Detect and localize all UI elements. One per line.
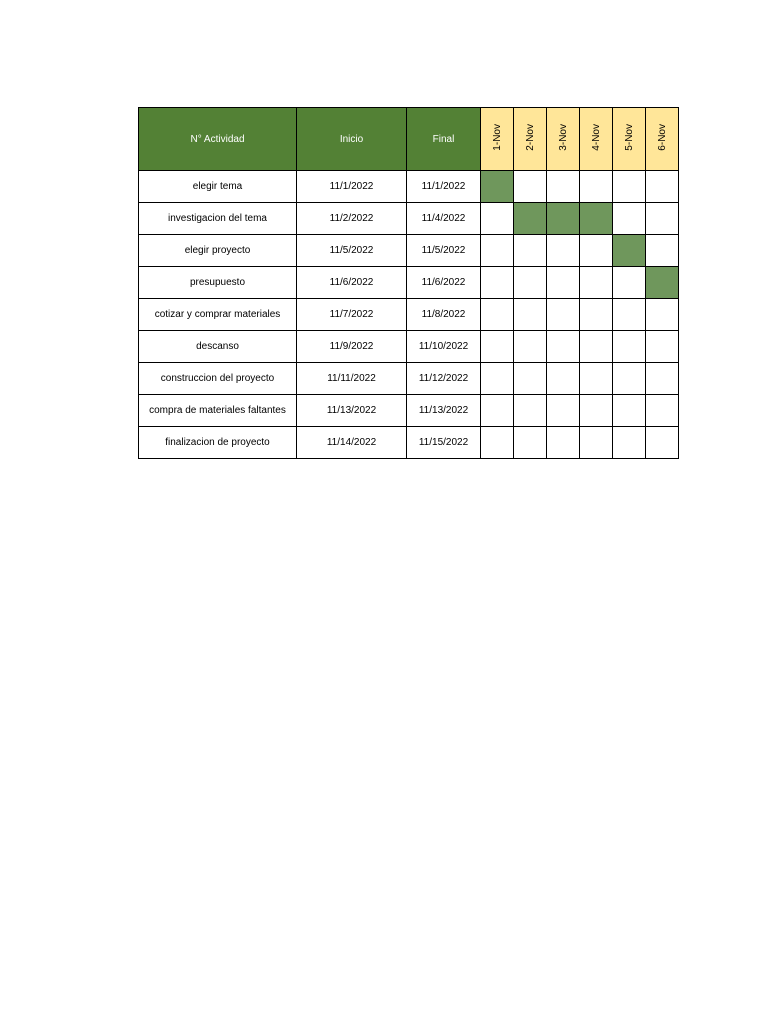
gantt-empty-cell <box>514 363 547 395</box>
gantt-empty-cell <box>481 395 514 427</box>
end-date-cell: 11/12/2022 <box>407 363 481 395</box>
header-day-label: 1-Nov <box>491 124 503 151</box>
gantt-empty-cell <box>580 171 613 203</box>
end-date-cell: 11/10/2022 <box>407 331 481 363</box>
header-day-label: 6-Nov <box>656 124 668 151</box>
gantt-empty-cell <box>613 427 646 459</box>
header-day <box>646 108 679 171</box>
gantt-empty-cell <box>481 203 514 235</box>
gantt-empty-cell <box>547 171 580 203</box>
header-activity: N° Actividad <box>139 108 297 171</box>
gantt-empty-cell <box>481 427 514 459</box>
gantt-empty-cell <box>547 427 580 459</box>
header-day-label: 4-Nov <box>590 124 602 151</box>
table-row <box>139 203 679 235</box>
gantt-empty-cell <box>613 171 646 203</box>
gantt-empty-cell <box>580 267 613 299</box>
gantt-bar-cell <box>481 171 514 203</box>
gantt-empty-cell <box>481 363 514 395</box>
header-day <box>514 108 547 171</box>
gantt-empty-cell <box>613 267 646 299</box>
gantt-empty-cell <box>613 395 646 427</box>
end-date-cell: 11/8/2022 <box>407 299 481 331</box>
activity-cell: compra de materiales faltantes <box>139 395 297 427</box>
gantt-bar-cell <box>646 267 679 299</box>
activity-cell: elegir proyecto <box>139 235 297 267</box>
end-date-cell: 11/15/2022 <box>407 427 481 459</box>
gantt-empty-cell <box>547 363 580 395</box>
gantt-empty-cell <box>580 427 613 459</box>
gantt-empty-cell <box>481 299 514 331</box>
activity-cell: elegir tema <box>139 171 297 203</box>
gantt-empty-cell <box>547 395 580 427</box>
gantt-empty-cell <box>646 363 679 395</box>
gantt-bar-cell <box>580 203 613 235</box>
header-day <box>613 108 646 171</box>
header-row <box>139 108 679 171</box>
header-day-label: 2-Nov <box>524 124 536 151</box>
gantt-body <box>139 171 679 459</box>
table-row <box>139 363 679 395</box>
gantt-empty-cell <box>646 395 679 427</box>
gantt-empty-cell <box>613 299 646 331</box>
gantt-empty-cell <box>481 331 514 363</box>
gantt-empty-cell <box>646 299 679 331</box>
gantt-empty-cell <box>646 235 679 267</box>
activity-cell: investigacion del tema <box>139 203 297 235</box>
table-row <box>139 331 679 363</box>
table-row <box>139 267 679 299</box>
start-date-cell: 11/13/2022 <box>297 395 407 427</box>
start-date-cell: 11/11/2022 <box>297 363 407 395</box>
end-date-cell: 11/6/2022 <box>407 267 481 299</box>
table-row <box>139 427 679 459</box>
end-date-cell: 11/1/2022 <box>407 171 481 203</box>
gantt-empty-cell <box>547 267 580 299</box>
gantt-empty-cell <box>481 235 514 267</box>
start-date-cell: 11/6/2022 <box>297 267 407 299</box>
activity-cell: finalizacion de proyecto <box>139 427 297 459</box>
gantt-empty-cell <box>514 299 547 331</box>
gantt-empty-cell <box>646 427 679 459</box>
gantt-empty-cell <box>547 331 580 363</box>
gantt-empty-cell <box>646 203 679 235</box>
header-day <box>481 108 514 171</box>
table-row <box>139 235 679 267</box>
header-day <box>580 108 613 171</box>
start-date-cell: 11/14/2022 <box>297 427 407 459</box>
gantt-empty-cell <box>646 171 679 203</box>
gantt-bar-cell <box>514 203 547 235</box>
table-row <box>139 171 679 203</box>
gantt-empty-cell <box>613 363 646 395</box>
start-date-cell: 11/7/2022 <box>297 299 407 331</box>
gantt-empty-cell <box>514 267 547 299</box>
gantt-empty-cell <box>514 331 547 363</box>
start-date-cell: 11/5/2022 <box>297 235 407 267</box>
start-date-cell: 11/1/2022 <box>297 171 407 203</box>
start-date-cell: 11/9/2022 <box>297 331 407 363</box>
gantt-table <box>138 107 679 459</box>
gantt-bar-cell <box>613 235 646 267</box>
start-date-cell: 11/2/2022 <box>297 203 407 235</box>
gantt-empty-cell <box>613 331 646 363</box>
table-row <box>139 395 679 427</box>
header-day-label: 3-Nov <box>557 124 569 151</box>
table-row <box>139 299 679 331</box>
gantt-empty-cell <box>580 363 613 395</box>
header-day-label: 5-Nov <box>623 124 635 151</box>
activity-cell: cotizar y comprar materiales <box>139 299 297 331</box>
activity-cell: descanso <box>139 331 297 363</box>
gantt-empty-cell <box>481 267 514 299</box>
gantt-bar-cell <box>547 203 580 235</box>
header-start: Inicio <box>297 108 407 171</box>
header-day <box>547 108 580 171</box>
gantt-empty-cell <box>580 235 613 267</box>
gantt-empty-cell <box>580 331 613 363</box>
gantt-empty-cell <box>514 171 547 203</box>
gantt-empty-cell <box>514 235 547 267</box>
end-date-cell: 11/13/2022 <box>407 395 481 427</box>
activity-cell: construccion del proyecto <box>139 363 297 395</box>
gantt-empty-cell <box>580 299 613 331</box>
activity-cell: presupuesto <box>139 267 297 299</box>
end-date-cell: 11/4/2022 <box>407 203 481 235</box>
gantt-empty-cell <box>514 427 547 459</box>
gantt-empty-cell <box>514 395 547 427</box>
gantt-empty-cell <box>646 331 679 363</box>
gantt-empty-cell <box>547 299 580 331</box>
header-end: Final <box>407 108 481 171</box>
end-date-cell: 11/5/2022 <box>407 235 481 267</box>
gantt-empty-cell <box>613 203 646 235</box>
gantt-empty-cell <box>547 235 580 267</box>
gantt-empty-cell <box>580 395 613 427</box>
